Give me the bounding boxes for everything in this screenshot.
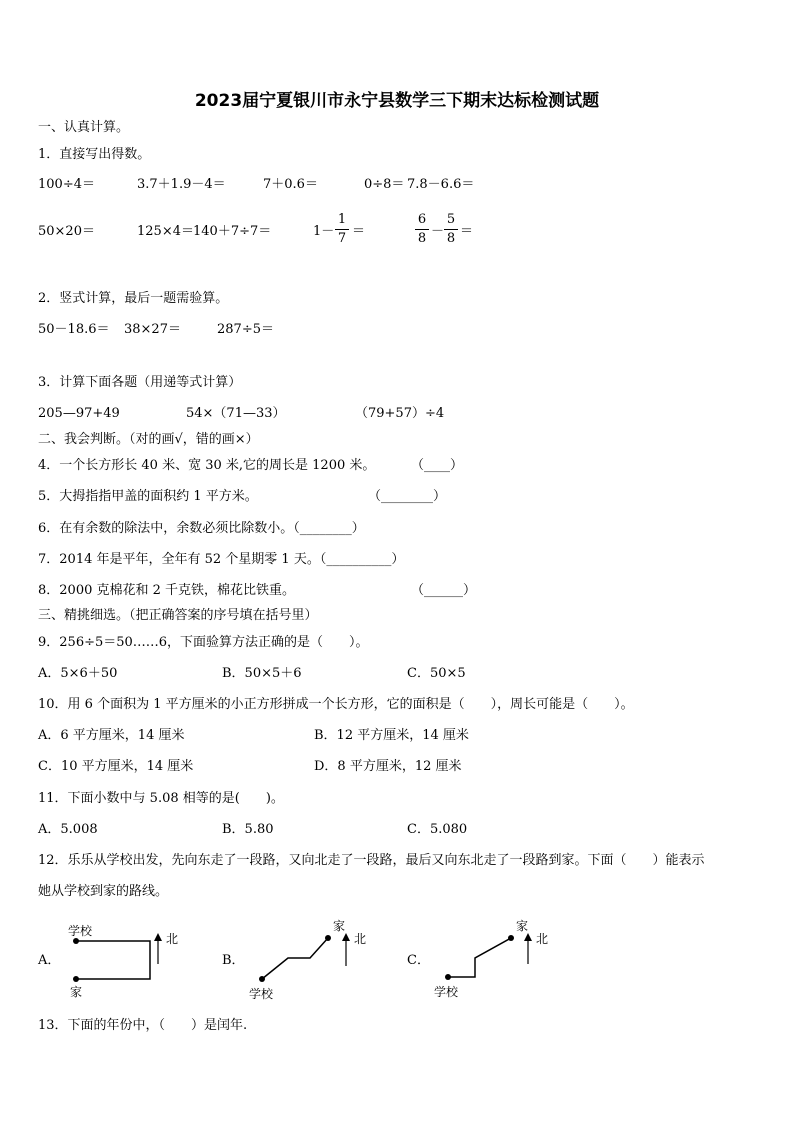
q1-item: 50×20＝ bbox=[38, 224, 95, 239]
q10-option-b[interactable]: B．12 平方厘米，14 厘米 bbox=[314, 728, 469, 743]
q5-answer-blank[interactable]: （________） bbox=[368, 489, 447, 504]
q3-item: （79+57）÷4 bbox=[355, 406, 445, 421]
north-arrowhead-icon bbox=[342, 933, 350, 941]
north-label: 北 bbox=[166, 932, 179, 946]
q1-item: 7.8－6.6＝ bbox=[407, 177, 475, 192]
q11-option-b[interactable]: B．5.80 bbox=[222, 822, 274, 837]
q1-heading: 1．直接写出得数。 bbox=[38, 147, 151, 162]
denominator: 8 bbox=[446, 231, 456, 246]
route-diagram-c bbox=[430, 916, 560, 1006]
denominator: 8 bbox=[417, 231, 427, 246]
route-path bbox=[448, 938, 511, 977]
fraction-minus: － bbox=[431, 224, 445, 239]
q9-option-c[interactable]: C．50×5 bbox=[407, 666, 466, 681]
q8-text: 8．2000 克棉花和 2 千克铁，棉花比铁重。 bbox=[38, 583, 296, 598]
q13-text: 13．下面的年份中，（ ）是闰年. bbox=[38, 1018, 248, 1033]
north-arrowhead-icon bbox=[154, 933, 162, 941]
fraction-expr-equals: ＝ bbox=[460, 224, 474, 239]
q8-answer-blank[interactable]: （______） bbox=[411, 583, 477, 598]
q7-text: 7．2014 年是平年，全年有 52 个星期零 1 天。（__________） bbox=[38, 552, 405, 567]
school-point bbox=[259, 976, 265, 982]
q10-option-c[interactable]: C．10 平方厘米，14 厘米 bbox=[38, 759, 194, 774]
q4-text: 4．一个长方形长 40 米、宽 30 米,它的周长是 1200 米。 bbox=[38, 458, 376, 473]
q9-text: 9．256÷5＝50……6，下面验算方法正确的是（ ）。 bbox=[38, 635, 369, 650]
north-arrowhead-icon bbox=[524, 933, 532, 941]
home-label: 家 bbox=[333, 919, 346, 933]
route-path bbox=[76, 941, 150, 979]
q2-item: 38×27＝ bbox=[124, 322, 181, 337]
q1-item: 7＋0.6＝ bbox=[263, 177, 318, 192]
q3-item: 205—97+49 bbox=[38, 406, 120, 421]
section-1-heading: 一、认真计算。 bbox=[38, 120, 130, 135]
q3-item: 54×（71—33） bbox=[186, 406, 286, 421]
q1-item: 140＋7÷7＝ bbox=[193, 224, 272, 239]
q12-option-a[interactable]: A． bbox=[38, 953, 61, 968]
q2-item: 287÷5＝ bbox=[217, 322, 274, 337]
q1-item: 125×4＝ bbox=[137, 224, 194, 239]
school-label: 学校 bbox=[68, 924, 93, 938]
school-point bbox=[445, 974, 451, 980]
q10-text: 10．用 6 个面积为 1 平方厘米的小正方形拼成一个长方形，它的面积是（ ），周长可能是（ ）。 bbox=[38, 697, 634, 712]
q12-text-line1: 12．乐乐从学校出发，先向东走了一段路，又向北走了一段路，最后又向东北走了一段路到家。下面（ ）能表示 bbox=[38, 853, 705, 868]
numerator: 1 bbox=[337, 212, 347, 227]
q6-text: 6．在有余数的除法中，余数必须比除数小。（________） bbox=[38, 521, 365, 536]
q10-option-a[interactable]: A．6 平方厘米，14 厘米 bbox=[38, 728, 185, 743]
school-label: 学校 bbox=[249, 987, 274, 1001]
denominator: 7 bbox=[337, 231, 347, 246]
fraction-one-seventh bbox=[335, 212, 349, 247]
q5-text: 5．大拇指指甲盖的面积约 1 平方米。 bbox=[38, 489, 258, 504]
q10-option-d[interactable]: D．8 平方厘米，12 厘米 bbox=[314, 759, 462, 774]
route-diagram-a bbox=[60, 918, 190, 1004]
q3-heading: 3．计算下面各题（用递等式计算） bbox=[38, 375, 242, 390]
q2-item: 50－18.6＝ bbox=[38, 322, 110, 337]
route-diagram-b bbox=[245, 916, 375, 1006]
fraction-five-eighths bbox=[444, 212, 458, 247]
q12-text-line2: 她从学校到家的路线。 bbox=[38, 884, 169, 899]
q12-option-b[interactable]: B． bbox=[222, 953, 245, 968]
fraction-expr-prefix: 1－ bbox=[313, 224, 335, 239]
fraction-expr-equals: ＝ bbox=[352, 224, 366, 239]
numerator: 6 bbox=[417, 212, 427, 227]
q1-item: 3.7＋1.9－4＝ bbox=[137, 177, 226, 192]
q9-option-a[interactable]: A．5×6＋50 bbox=[38, 666, 118, 681]
q11-option-c[interactable]: C．5.080 bbox=[407, 822, 468, 837]
school-label: 学校 bbox=[434, 985, 459, 999]
home-point bbox=[73, 976, 79, 982]
q11-text: 11．下面小数中与 5.08 相等的是( )。 bbox=[38, 791, 284, 806]
fraction-six-eighths bbox=[415, 212, 429, 247]
q4-answer-blank[interactable]: （____） bbox=[411, 458, 464, 473]
q12-option-c[interactable]: C． bbox=[407, 953, 430, 968]
home-label: 家 bbox=[70, 985, 83, 999]
numerator: 5 bbox=[446, 212, 456, 227]
q2-heading: 2．竖式计算，最后一题需验算。 bbox=[38, 291, 229, 306]
section-2-heading: 二、我会判断。（对的画√，错的画×） bbox=[38, 432, 259, 447]
section-3-heading: 三、精挑细选。（把正确答案的序号填在括号里） bbox=[38, 608, 318, 623]
q1-item: 100÷4＝ bbox=[38, 177, 95, 192]
route-path bbox=[262, 938, 328, 979]
home-label: 家 bbox=[516, 919, 529, 933]
page-title: 2023届宁夏银川市永宁县数学三下期末达标检测试题 bbox=[194, 91, 600, 111]
q11-option-a[interactable]: A．5.008 bbox=[38, 822, 98, 837]
q1-item: 0÷8＝ bbox=[364, 177, 405, 192]
north-label: 北 bbox=[354, 932, 367, 946]
q9-option-b[interactable]: B．50×5＋6 bbox=[222, 666, 302, 681]
north-label: 北 bbox=[536, 932, 549, 946]
